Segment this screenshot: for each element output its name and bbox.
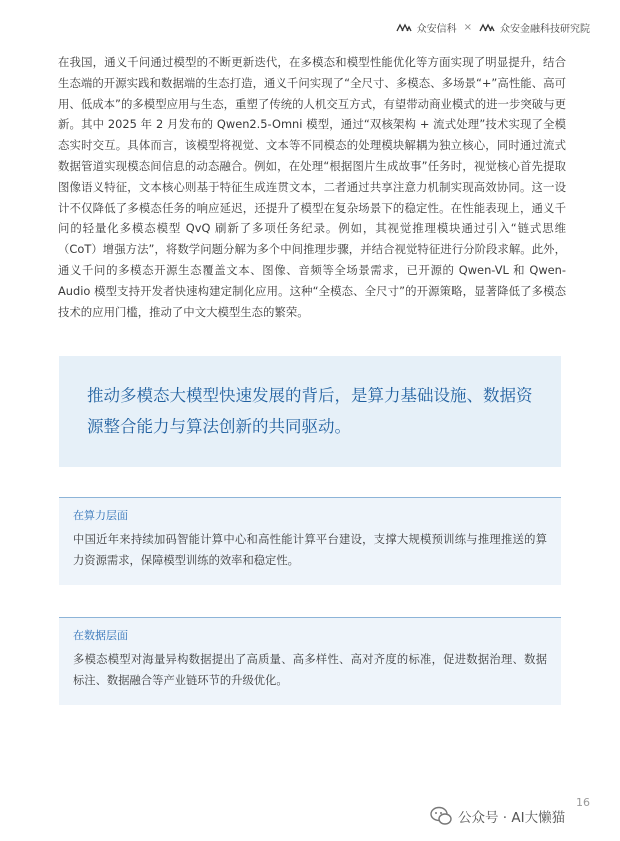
brand-right-label: 众安金融科技研究院 xyxy=(500,24,590,35)
brand-separator: × xyxy=(463,22,472,33)
watermark-label: 公众号 · AI大懒猫 xyxy=(458,810,566,826)
highlight-callout xyxy=(59,356,561,467)
body-paragraph: 在我国，通义千问通过模型的不断更新迭代，在多模态和模型性能优化等方面实现了明显提升，结合生态端的开源实践和数据端的生态打造，通义千问实现了“全尺寸、多模态、多场景“+”高性能、高可用、低成本”的多模型应用与生态，重塑了传统的人机交互方式，有望带动商业模式的进一步突破与更新。其中 2025 年 2 月发布的 Qwen2.5-Omni 模型，通过“双核架构 + 流式处理”技术实现了全模态实时交互。具体而言，该模型将视觉、文本等不同模态的处理模块解耦为独立核心，同时通过流式数据管道实现模态间信息的动态融合。例如，在处理“根据图片生成故事”任务时，视觉核心首先提取图像语义特征，文本核心则基于特征生成连贯文本，二者通过共享注意力机制实现高效协同。这一设计不仅降低了多模态任务的响应延迟，还提升了模型在复杂场景下的稳定性。在性能表现上，通义千问的轻量化多模态模型 QvQ 刷新了多项任务纪录。例如，其视觉推理模块通过引入“链式思维（CoT）增强方法”，将数学问题分解为多个中间推理步骤，并结合视觉特征进行分阶段求解。此外，通义千问的多模态开源生态覆盖文本、图像、音频等全场景需求，已开源的 Qwen-VL 和 Qwen-Audio 模型支持开发者快速构建定制化应用。这种“全模态、全尺寸”的开源策略，显著降低了多模态技术的应用门槛，推动了中文大模型生态的繁荣。 xyxy=(58,55,566,319)
page-header xyxy=(396,20,590,35)
zhongan-logo-icon xyxy=(396,23,412,32)
card-title: 在算力层面 xyxy=(73,509,128,522)
page-number: 16 xyxy=(576,796,590,809)
card-title: 在数据层面 xyxy=(73,629,128,642)
data-layer-card xyxy=(59,617,561,705)
zhongan-logo-icon xyxy=(479,23,495,32)
card-text: 多模态模型对海量异构数据提出了高质量、高多样性、高对齐度的标准，促进数据治理、数据标注、数据融合等产业链环节的升级优化。 xyxy=(73,653,547,687)
compute-layer-card xyxy=(59,497,561,585)
wechat-watermark xyxy=(430,806,565,826)
brand-left-label: 众安信科 xyxy=(416,24,457,35)
card-text: 中国近年来持续加码智能计算中心和高性能计算平台建设，支撑大规模预训练与推理推送的算力资源需求，保障模型训练的效率和稳定性。 xyxy=(73,533,547,567)
highlight-text: 推动多模态大模型快速发展的背后，是算力基础设施、数据资源整合能力与算法创新的共同驱动。 xyxy=(87,386,533,436)
wechat-icon xyxy=(430,806,452,826)
